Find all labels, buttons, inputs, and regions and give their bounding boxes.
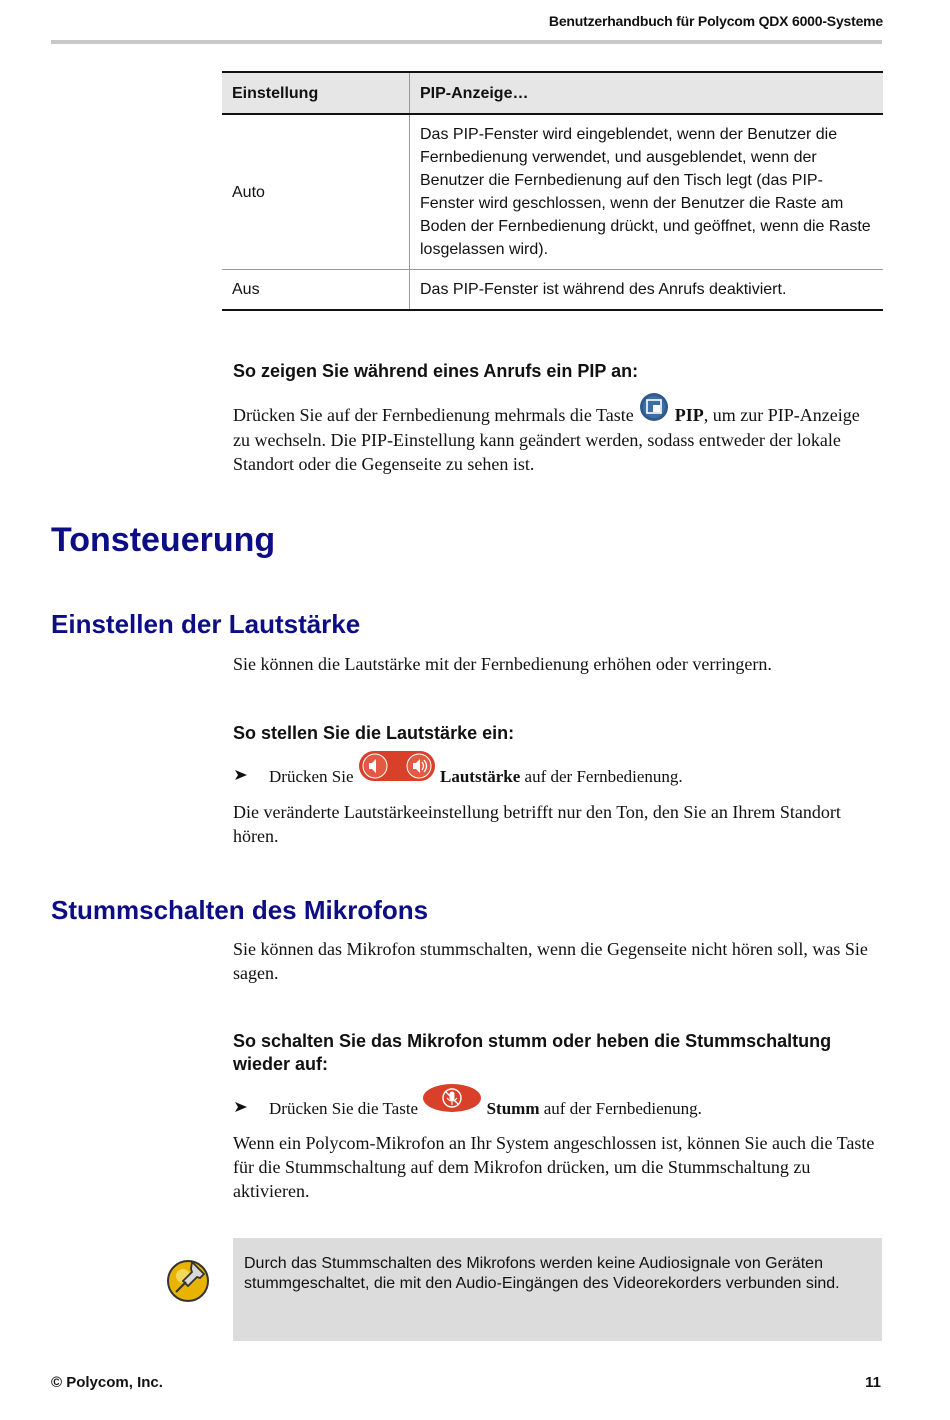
table-row	[222, 114, 883, 270]
volume-title: Einstellen der Lautstärke	[51, 609, 361, 639]
volume-procedure-heading: So stellen Sie die Lautstärke ein:	[233, 723, 515, 743]
footer-copyright: © Polycom, Inc.	[51, 1374, 163, 1391]
mute-step-before: Drücken Sie die Taste	[269, 1099, 419, 1118]
table-cell-description: Das PIP-Fenster ist während des Anrufs deaktiviert.	[410, 270, 884, 311]
pip-procedure-text	[233, 403, 878, 476]
pip-text-after: , um zur PIP-Anzeige zu wechseln. Die PIP-Einstellung kann geändert werden, sodass entweder der lokale Standort oder die Gegenseite zu sehen ist.	[233, 405, 860, 474]
tip-text: Durch das Stummschalten des Mikrofons werden keine Audiosignale von Geräten stummgeschaltet, die mit den Audio-Eingängen des Videorekorders verbunden sind.	[244, 1255, 840, 1292]
table-row	[222, 270, 883, 311]
pip-settings-table	[222, 71, 883, 311]
volume-step-before: Drücken Sie	[269, 767, 354, 786]
table-cell-setting: Auto	[222, 114, 410, 270]
mute-title: Stummschalten des Mikrofons	[51, 895, 429, 925]
volume-button-icon	[358, 750, 436, 789]
pushpin-note-icon	[164, 1254, 216, 1309]
pip-button-label: PIP	[674, 405, 704, 425]
mute-step-after: auf der Fernbedienung.	[539, 1099, 702, 1118]
pip-procedure-heading: So zeigen Sie während eines Anrufs ein PIP an:	[233, 361, 639, 381]
column-header-setting: Einstellung	[222, 72, 410, 114]
bullet-arrow-icon	[234, 769, 248, 786]
volume-intro: Sie können die Lautstärke mit der Fernbedienung erhöhen oder verringern.	[233, 654, 772, 674]
table-cell-description: Das PIP-Fenster wird eingeblendet, wenn der Benutzer die Fernbedienung verwendet, und ausgeblendet, wenn der Benutzer die Fernbedienung auf den Tisch legt (das PIP-Fenster wird geschlossen, wenn der Benutzer die Raste am Boden der Fernbedienung drückt, und geöffnet, wenn die Raste losgelassen wird).	[410, 114, 884, 270]
mute-button-icon	[422, 1083, 482, 1120]
bullet-arrow-icon	[234, 1101, 248, 1118]
volume-step-bold: Lautstärke	[440, 767, 521, 786]
section-title: Tonsteuerung	[51, 521, 276, 559]
running-header: Benutzerhandbuch für Polycom QDX 6000-Systeme	[548, 13, 883, 29]
mute-note: Wenn ein Polycom-Mikrofon an Ihr System angeschlossen ist, können Sie auch die Taste für die Stummschaltung auf dem Mikrofon drücken, um die Stummschaltung zu aktivieren.	[233, 1133, 875, 1201]
column-header-pip-display: PIP-Anzeige…	[410, 72, 884, 114]
page-number: 11	[865, 1374, 881, 1391]
mute-step	[269, 1097, 702, 1121]
pip-button-icon	[638, 392, 670, 428]
table-header-row	[222, 72, 883, 114]
volume-step	[269, 765, 683, 789]
table-cell-setting: Aus	[222, 270, 410, 311]
mute-step-bold: Stumm	[486, 1099, 540, 1118]
mute-procedure-heading: So schalten Sie das Mikrofon stumm oder heben die Stummschaltung wieder auf:	[233, 1031, 832, 1074]
pip-text-before: Drücken Sie auf der Fernbedienung mehrmals die Taste	[233, 405, 634, 425]
header-divider	[51, 40, 882, 44]
volume-step-after: auf der Fernbedienung.	[520, 767, 683, 786]
mute-intro: Sie können das Mikrofon stummschalten, wenn die Gegenseite nicht hören soll, was Sie sagen.	[233, 939, 868, 983]
volume-note: Die veränderte Lautstärkeeinstellung betrifft nur den Ton, den Sie an Ihrem Standort hören.	[233, 802, 841, 846]
